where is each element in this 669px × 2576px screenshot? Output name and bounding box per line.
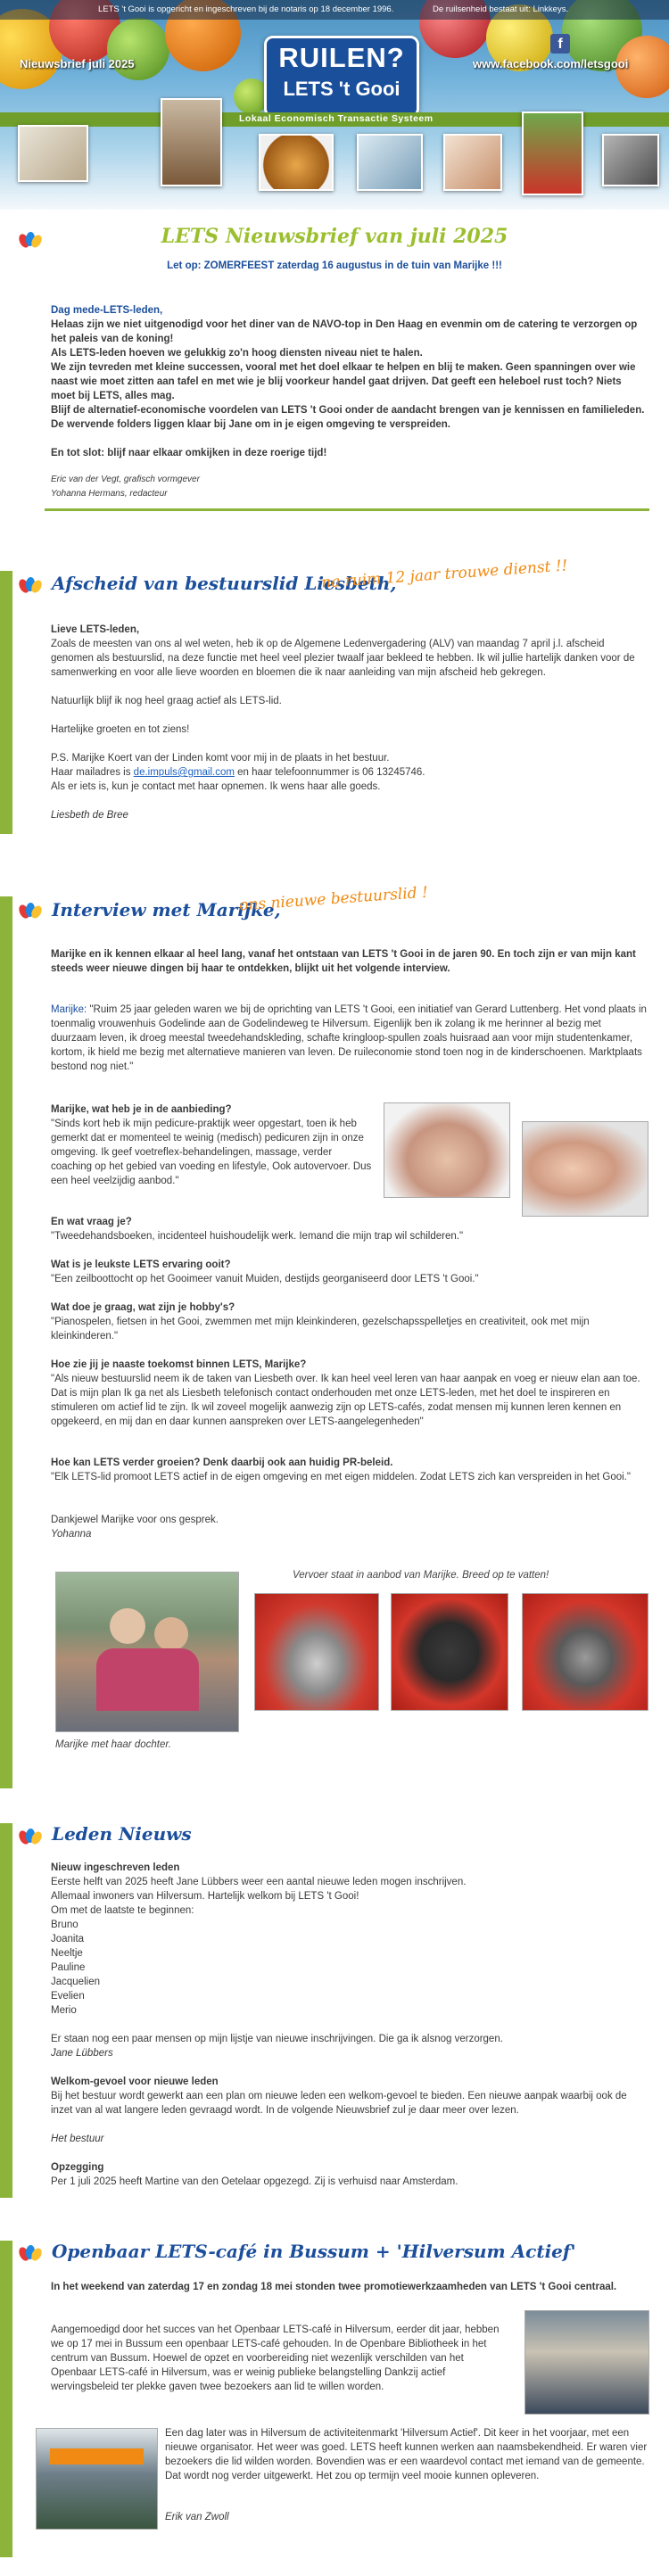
farewell-title: Afscheid van bestuurslid Liesbeth, bbox=[52, 573, 397, 594]
welcome-signature: Het bestuur bbox=[51, 2134, 104, 2144]
welcome-text: Bij het bestuur wordt gewerkt aan een plan om nieuwe leden een welkom-gevoel te bieden. Een nieuwe aanpak waarbij ook de inzet van al wat langere leden gevraagd wordt. In de volgende Nieuwsbrief zul je daar meer over lezen. bbox=[51, 2091, 627, 2116]
lets-logo-icon bbox=[18, 2243, 43, 2265]
farewell-body: Natuurlijk blijf ik nog heel graag actief als LETS-lid. bbox=[51, 696, 282, 706]
interview-title: Interview met Marijke, bbox=[52, 899, 281, 921]
interview-signature: Yohanna bbox=[51, 1529, 92, 1540]
cafe-paragraph: Een dag later was in Hilversum de activiteitenmarkt 'Hilversum Actief'. Dit keer in het voorjaar, met een nieuwe organisator. Het weer was goed. LETS heeft kunnen werken aan naamsbekendheid. Er waren vier bezoekers die lid wilden worden. Bovendien was er een waardevol contact met iemand van de gemeente. Dat wordt nog verder uitgewerkt. Het zou op termijn veel mooie kunnen opleveren. bbox=[165, 2428, 648, 2481]
person-figure bbox=[96, 1648, 199, 1711]
currency-disclaimer: De ruilsenheid bestaat uit: Linkkeys. bbox=[433, 4, 569, 14]
farewell-regards: Hartelijke groeten en tot ziens! bbox=[51, 724, 190, 735]
members-text: Allemaal inwoners van Hilversum. Hartelijk welkom bij LETS 't Gooi! bbox=[51, 1891, 359, 1902]
market-stand-banner bbox=[50, 2448, 144, 2465]
intro-paragraph: Helaas zijn we niet uitgenodigd voor het diner van de NAVO-top in Den Haag en evenmin om de catering te verzorgen op het paleis van de koning! bbox=[51, 319, 638, 344]
intro-signature: Eric van der Vegt, grafisch vormgever bbox=[51, 475, 200, 484]
farewell-body: Zoals de meesten van ons al wel weten, heb ik op de Algemene Ledenvergadering (ALV) van maandag 7 april j.l. afscheid genomen als bestuurslid, na deze functie met heel veel plezier twaalf jaar bekleed te hebben. Ik wil jullie hartelijk danken voor de samenwerking en voor alle lieve woorden en bloemen die ik naar aanleiding van mijn afscheid heb gekregen. bbox=[51, 639, 635, 678]
section-sidebar-bar bbox=[0, 571, 12, 834]
farewell-signature: Liesbeth de Bree bbox=[51, 810, 128, 821]
farewell-subtitle: na ruim 12 jaar trouwe dienst !! bbox=[320, 557, 569, 592]
interview-lead: Marijke en ik kennen elkaar al heel lang, vanaf het ontstaan van LETS 't Gooi in de jaren 90. En toch zijn er van mijn kant steeds weer nieuwe dingen bij haar te ontdekken, blijkt uit het volgende interview. bbox=[51, 949, 636, 974]
speaker-label: Marijke: bbox=[51, 1004, 87, 1015]
lets-logo-icon bbox=[18, 1827, 43, 1848]
new-members-heading: Nieuw ingeschreven leden bbox=[51, 1862, 180, 1873]
members-text: Om met de laatste te beginnen: bbox=[51, 1905, 194, 1916]
section-divider bbox=[45, 508, 649, 511]
contact-prefix: Haar mailadres is bbox=[51, 767, 134, 778]
facebook-link[interactable]: www.facebook.com/letsgooi bbox=[473, 57, 629, 70]
answer: "Pianospelen, fietsen in het Gooi, zwemmen met mijn kleinkinderen, gezelschapsspelletjes en creativiteit, ook met mijn kleinkinderen." bbox=[51, 1317, 590, 1342]
car-interior-photo bbox=[391, 1593, 508, 1711]
answer: "Elk LETS-lid promoot LETS actief in de eigen omgeving en met eigen middelen. Zodat LETS zich kan verspreiden in het Gooi." bbox=[51, 1472, 631, 1482]
intro-greeting: Dag mede-LETS-leden, bbox=[51, 305, 163, 316]
interview-answer bbox=[51, 1003, 648, 1074]
fruit-decoration bbox=[107, 18, 169, 80]
waitlist-signature: Jane Lübbers bbox=[51, 2048, 113, 2059]
members-text: Eerste helft van 2025 heeft Jane Lübbers weer een aantal nieuwe leden mogen inschrijven. bbox=[51, 1877, 467, 1887]
notice-strip bbox=[0, 0, 669, 20]
answer: "Sinds kort heb ik mijn pedicure-praktijk weer opgestart, toen ik heb gemerkt dat er momenteel te weinig (medisch) pedicuren zijn in onze omgeving. Ik geef voetreflex-behandelingen, massage, verder coaching op het gebied van voeding en lifestyle, Ook autovervoer. Dus een heel veelzijdig aanbod." bbox=[51, 1119, 372, 1186]
facebook-icon[interactable]: f bbox=[550, 34, 570, 54]
interview-thanks: Dankjewel Marijke voor ons gesprek. bbox=[51, 1515, 219, 1525]
logo-subtitle: LETS 't Gooi bbox=[283, 78, 401, 100]
answer: "Een zeilboottocht op het Gooimeer vanuit Muiden, destijds georganiseerd door LETS 't Gooi." bbox=[51, 1274, 479, 1284]
marijke-daughter-photo bbox=[55, 1572, 239, 1732]
header-thumbnail bbox=[443, 134, 502, 191]
question: En wat vraag je? bbox=[51, 1217, 132, 1227]
intro-closing: En tot slot: blijf naar elkaar omkijken in deze roerige tijd! bbox=[51, 448, 327, 458]
answer: "Tweedehandsboeken, incidenteel huishoudelijk werk. Iemand die mijn trap wil schilderen." bbox=[51, 1231, 464, 1242]
member-name: Merio bbox=[51, 2005, 77, 2016]
header-thumbnail bbox=[18, 125, 88, 182]
member-name: Evelien bbox=[51, 1991, 85, 2002]
member-name: Bruno bbox=[51, 1920, 78, 1930]
person-figure bbox=[154, 1617, 188, 1651]
contact-suffix: en haar telefoonnummer is 06 13245746. bbox=[234, 767, 425, 778]
founding-notice: LETS 't Gooi is opgericht en ingeschreven bij de notaris op 18 december 1996. bbox=[98, 4, 394, 14]
intro-paragraph: We zijn tevreden met kleine successen, vooral met het doel elkaar te helpen en blij te maken. Geen spanningen over wie naast wie moet zitten aan tafel en met wie je blij voorkeur handel gaat drijven. Dat geeft een heleboel rust toch? Niets moet bij LETS, alles mag. bbox=[51, 362, 636, 401]
member-name: Pauline bbox=[51, 1962, 86, 1973]
farewell-contact bbox=[51, 765, 648, 780]
interview-subtitle: ons nieuwe bestuurslid ! bbox=[238, 883, 429, 915]
email-link[interactable]: de.impuls@gmail.com bbox=[133, 767, 235, 778]
intro-signature: Yohanna Hermans, redacteur bbox=[51, 489, 168, 499]
question: Wat doe je graag, wat zijn je hobby's? bbox=[51, 1302, 235, 1313]
cafe-lead: In het weekend van zaterdag 17 en zondag 18 mei stonden twee promotiewerkzaamheden van LETS 't Gooi centraal. bbox=[51, 2282, 617, 2292]
lets-logo bbox=[264, 36, 419, 118]
section-sidebar-bar bbox=[0, 896, 12, 1788]
header-banner bbox=[0, 0, 669, 210]
member-name: Neeltje bbox=[51, 1948, 83, 1959]
cafe-title: Openbaar LETS-café in Bussum + 'Hilversum Actief' bbox=[52, 2241, 576, 2262]
cancellation-heading: Opzegging bbox=[51, 2162, 104, 2173]
question: Marijke, wat heb je in de aanbieding? bbox=[51, 1104, 232, 1115]
header-thumbnail bbox=[259, 134, 334, 191]
answer-text: "Ruim 25 jaar geleden waren we bij de oprichting van LETS 't Gooi, een initiatief van Gerard Luttenberg. Het vond plaats in toenmalig vrouwenhuis Godelinde aan de Godelindeweg te Hilversum. Eigenlijk ben ik zolang ik me herinner al bezig met duurzaam leven, ik droeg meestal tweedehandskleding, schafte kringloop-spullen zoals huisraad aan voor mijn studentenkamer, kortom, ik hield me bezig met alternatieve manieren van leven. De ruileconomie stond toen nog in de kinderschoenen. Marktplaats bestond nog niet." bbox=[51, 1004, 647, 1072]
welcome-heading: Welkom-gevoel voor nieuwe leden bbox=[51, 2076, 219, 2087]
pedicure-photo bbox=[384, 1102, 510, 1198]
lets-logo-icon bbox=[18, 901, 43, 922]
tagline: Lokaal Economisch Transactie Systeem bbox=[239, 113, 434, 124]
intro-paragraph: Blijf de alternatief-economische voordelen van LETS 't Gooi onder de aandacht brengen van je kennissen en familieleden. De wervende folders liggen klaar bij Jane om in je eigen omgeving te verspreiden. bbox=[51, 405, 645, 430]
car-trunk-photo bbox=[254, 1593, 379, 1711]
transport-caption: Vervoer staat in aanbod van Marijke. Breed op te vatten! bbox=[293, 1570, 549, 1581]
farewell-greeting: Lieve LETS-leden, bbox=[51, 624, 140, 635]
farewell-ps: P.S. Marijke Koert van der Linden komt voor mij in de plaats in het bestuur. bbox=[51, 753, 390, 764]
member-name: Joanita bbox=[51, 1934, 85, 1944]
waitlist-text: Er staan nog een paar mensen op mijn lijstje van nieuwe inschrijvingen. Die ga ik alsnog verzorgen. bbox=[51, 2034, 503, 2044]
lets-logo-icon bbox=[18, 575, 43, 597]
question: Hoe zie jij je naaste toekomst binnen LETS, Marijke? bbox=[51, 1359, 307, 1370]
member-name: Jacquelien bbox=[51, 1977, 100, 1987]
car-seats-photo bbox=[522, 1593, 648, 1711]
newsletter-title: LETS Nieuwsbrief van juli 2025 bbox=[161, 225, 508, 248]
members-title: Leden Nieuws bbox=[52, 1823, 192, 1845]
cancellation-text: Per 1 juli 2025 heeft Martine van den Oetelaar opgezegd. Zij is verhuisd naar Amsterdam. bbox=[51, 2176, 458, 2187]
answer: "Als nieuw bestuurslid neem ik de taken van Liesbeth over. Ik kan heel veel leren van haar aanpak en voeg er nieuw elan aan toe. Dat is mijn plan Ik ga net als Liesbeth telefonisch contact onderhouden met onze LETS-leden, met het doel te inspireren en stimuleren om actief lid te zijn. Ik wil zoveel mogelijk aanwezig zijn op LETS-cafés, zodat mensen mij kunnen leren kennen en opgekeerd, en mij dan en daar kunnen aanspreken over LETS-aangelegenheden" bbox=[51, 1374, 640, 1427]
cafe-signature: Erik van Zwoll bbox=[165, 2512, 229, 2522]
question: Hoe kan LETS verder groeien? Denk daarbij ook aan huidig PR-beleid. bbox=[51, 1457, 393, 1468]
cafe-paragraph: Aangemoedigd door het succes van het Openbaar LETS-café in Hilversum, eerder dit jaar, hebben we op 17 mei in Bussum een openbaar LETS-café gehouden. In de Openbare Bibliotheek in het centrum van Bussum. Hoewel de opzet en voorbereiding niet wezenlijk verschilden van het Openbaar LETS-café in Hilversum, was er weinig publieke belangstelling Dankzij actief wervingsbeleid ter plekke gaven twee bezoekers aan lid te willen worden. bbox=[51, 2324, 500, 2392]
section-sidebar-bar bbox=[0, 2241, 12, 2557]
summer-party-announcement: Let op: ZOMERFEEST zaterdag 16 augustus in de tuin van Marijke !!! bbox=[167, 260, 502, 271]
bussum-cafe-photo bbox=[524, 2310, 649, 2415]
hilversum-actief-photo bbox=[36, 2428, 158, 2530]
daughter-caption: Marijke met haar dochter. bbox=[55, 1739, 171, 1750]
newsletter-label: Nieuwsbrief juli 2025 bbox=[20, 57, 135, 70]
intro-paragraph: Als LETS-leden hoeven we gelukkig zo'n hoog diensten niveau niet te halen. bbox=[51, 348, 423, 359]
person-figure bbox=[110, 1608, 145, 1644]
farewell-ps: Als er iets is, kun je contact met haar opnemen. Ik wens haar alle goeds. bbox=[51, 781, 381, 792]
massage-photo bbox=[522, 1121, 648, 1217]
header-thumbnail bbox=[357, 134, 423, 191]
header-thumbnail bbox=[522, 111, 583, 195]
header-thumbnail bbox=[602, 134, 659, 186]
logo-title: RUILEN? bbox=[278, 42, 405, 73]
question: Wat is je leukste LETS ervaring ooit? bbox=[51, 1259, 231, 1270]
header-thumbnail bbox=[161, 98, 222, 186]
section-sidebar-bar bbox=[0, 1823, 12, 2198]
